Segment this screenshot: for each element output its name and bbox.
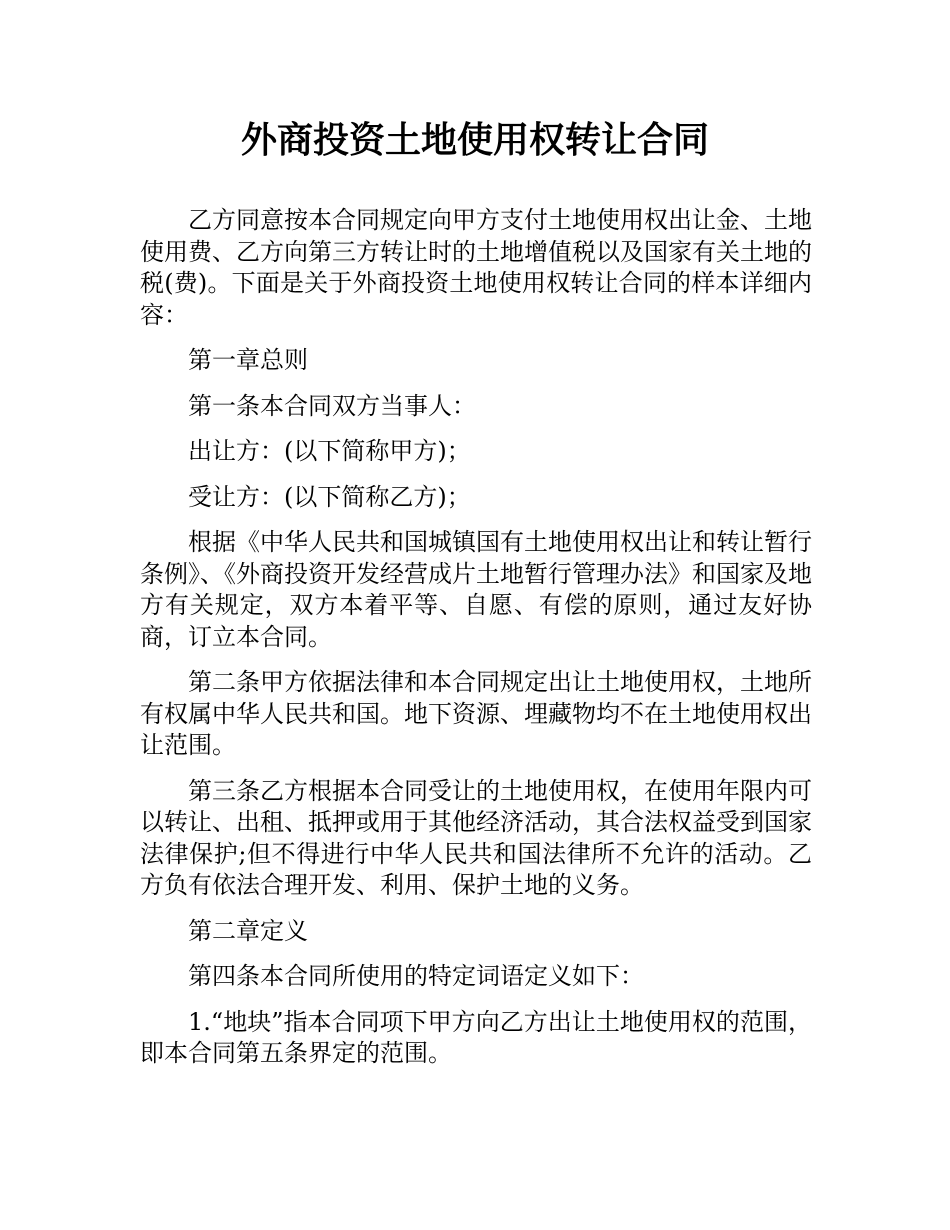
article-2: 第二条甲方依据法律和本合同规定出让土地使用权，土地所有权属中华人民共和国。地下资源、埋藏物均不在土地使用权出让范围。 [140,668,812,759]
party-b-line: 受让方：(以下简称乙方)； [188,482,471,511]
definition-1: 1.“地块”指本合同项下甲方向乙方出让土地使用权的范围，即本合同第五条界定的范围。 [140,1007,812,1067]
article-3: 第三条乙方根据本合同受让的土地使用权，在使用年限内可以转让、出租、抵押或用于其他经济活动，其合法权益受到国家法律保护;但不得进行中华人民共和国法律所不允许的活动。乙方负有依法合理开发、利用、保护土地的义务。 [140,776,812,899]
paragraph-intro: 乙方同意按本合同规定向甲方支付土地使用权出让金、土地使用费、乙方向第三方转让时的土地增值税以及国家有关土地的税(费)。下面是关于外商投资土地使用权转让合同的样本详细内容： [140,206,812,329]
chapter-heading-2: 第二章定义 [188,916,308,945]
legal-basis-paragraph: 根据《中华人民共和国城镇国有土地使用权出让和转让暂行条例》、《外商投资开发经营成片土地暂行管理办法》和国家及地方有关规定，双方本着平等、自愿、有偿的原则，通过友好协商，订立本合同。 [140,528,812,651]
document-body [140,205,812,1084]
article-1: 第一条本合同双方当事人： [188,391,476,420]
article-4: 第四条本合同所使用的特定词语定义如下： [188,962,644,990]
party-a-line: 出让方：(以下简称甲方)； [188,437,471,465]
chapter-heading-1: 第一章总则 [188,346,308,374]
document-title: 外商投资土地使用权转让合同 [240,120,709,161]
